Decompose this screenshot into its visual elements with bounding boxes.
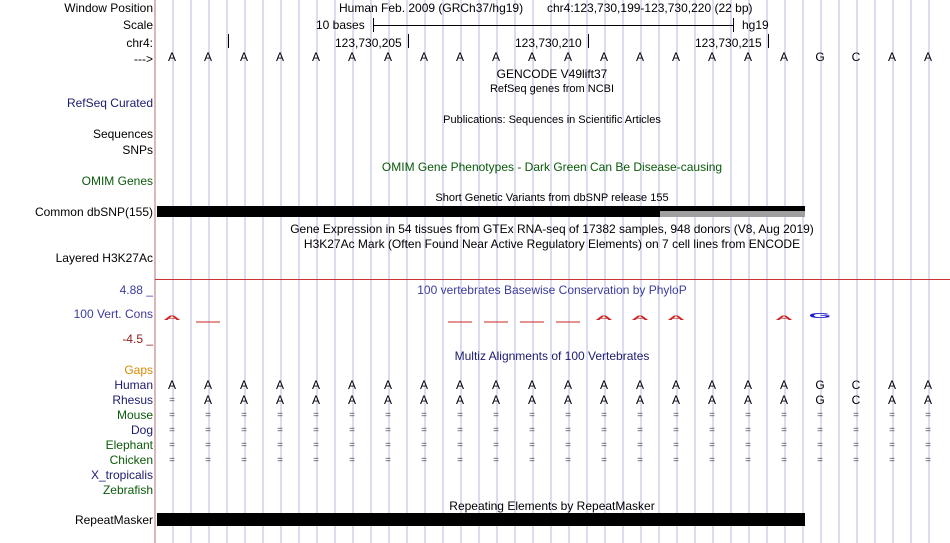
sequence-base: A xyxy=(599,50,608,64)
alignment-base: = xyxy=(817,440,823,451)
alignment-base: A xyxy=(707,378,716,392)
ruler-tick xyxy=(588,34,589,48)
alignment-base: = xyxy=(457,410,463,421)
alignment-base: A xyxy=(491,393,500,407)
alignment-base: = xyxy=(637,410,643,421)
scale-bar-right-tick xyxy=(733,18,734,32)
alignment-base: A xyxy=(599,393,608,407)
alignment-base: A xyxy=(419,393,428,407)
alignment-base: G xyxy=(815,393,825,407)
alignment-base: = xyxy=(277,425,283,436)
sequence-base: A xyxy=(275,50,284,64)
phylop-title[interactable]: 100 vertebrates Basewise Conservation by PhyloP xyxy=(417,283,687,297)
alignment-base: = xyxy=(205,440,211,451)
alignment-base: = xyxy=(493,425,499,436)
sequence-base: A xyxy=(203,50,212,64)
alignment-base: A xyxy=(347,393,356,407)
track-divider xyxy=(155,279,950,280)
alignment-base: A xyxy=(527,378,536,392)
alignment-base: = xyxy=(601,410,607,421)
omim-label[interactable]: OMIM Genes xyxy=(81,174,153,188)
alignment-base: = xyxy=(529,455,535,466)
scale-bar-left-tick xyxy=(373,18,374,32)
h3k27-label[interactable]: Layered H3K27Ac xyxy=(55,251,153,265)
alignment-base: = xyxy=(313,440,319,451)
alignment-base: A xyxy=(887,393,896,407)
alignment-base: = xyxy=(781,410,787,421)
alignment-base: = xyxy=(313,425,319,436)
alignment-base: = xyxy=(349,410,355,421)
alignment-base: = xyxy=(169,440,175,451)
sequence-base: A xyxy=(419,50,428,64)
alignment-base: A xyxy=(275,393,284,407)
alignment-base: G xyxy=(815,378,825,392)
alignment-base: = xyxy=(565,425,571,436)
sequences-label[interactable]: Sequences xyxy=(92,127,153,141)
alignment-base: A xyxy=(707,393,716,407)
alignment-base: A xyxy=(419,378,428,392)
alignment-base: = xyxy=(781,425,787,436)
alignment-base: = xyxy=(709,455,715,466)
sequence-base: A xyxy=(563,50,572,64)
alignment-base: = xyxy=(457,425,463,436)
alignment-base: A xyxy=(779,393,788,407)
alignment-base: = xyxy=(241,455,247,466)
sequence-base: G xyxy=(815,50,825,64)
gencode-title[interactable]: GENCODE V49lift37 xyxy=(496,67,608,81)
alignment-base: A xyxy=(779,378,788,392)
alignment-base: = xyxy=(565,455,571,466)
alignment-base: = xyxy=(745,410,751,421)
sequence-base: A xyxy=(887,50,896,64)
alignment-base: = xyxy=(529,425,535,436)
species-label[interactable]: Zebrafish xyxy=(102,483,153,497)
alignment-base: = xyxy=(889,440,895,451)
alignment-base: = xyxy=(709,440,715,451)
alignment-base: = xyxy=(853,440,859,451)
sequence-base: A xyxy=(671,50,680,64)
alignment-base: = xyxy=(169,410,175,421)
alignment-base: = xyxy=(925,440,931,451)
chrom-label: chr4: xyxy=(126,36,153,50)
alignment-base: C xyxy=(851,393,861,407)
alignment-base: = xyxy=(385,440,391,451)
alignment-base: = xyxy=(709,425,715,436)
scale-label: Scale xyxy=(122,18,153,32)
alignment-base: A xyxy=(203,378,212,392)
alignment-base: = xyxy=(889,425,895,436)
ruler-tick xyxy=(768,34,769,48)
gtex-title[interactable]: Gene Expression in 54 tissues from GTEx RNA-seq of 17382 samples, 948 donors (V8, Aug 2019) xyxy=(290,222,814,236)
alignment-base: = xyxy=(385,425,391,436)
alignment-base: = xyxy=(673,410,679,421)
conservation-glyph: A xyxy=(595,314,613,322)
alignment-base: A xyxy=(239,393,248,407)
alignment-base: = xyxy=(385,410,391,421)
alignment-base: = xyxy=(241,425,247,436)
alignment-base: = xyxy=(529,440,535,451)
alignment-base: = xyxy=(421,455,427,466)
alignment-base: = xyxy=(565,440,571,451)
h3k27-title[interactable]: H3K27Ac Mark (Often Found Near Active Regulatory Elements) on 7 cell lines from ENCODE xyxy=(303,237,801,251)
species-label[interactable]: Elephant xyxy=(105,438,153,452)
ruler-tick-label: 123,730,215 xyxy=(695,36,762,50)
alignment-base: A xyxy=(923,378,932,392)
alignment-base: A xyxy=(383,378,392,392)
conservation-plot[interactable] xyxy=(0,312,950,332)
alignment-base: = xyxy=(781,440,787,451)
species-label[interactable]: Rhesus xyxy=(112,393,153,407)
alignment-base: = xyxy=(313,410,319,421)
alignment-base: = xyxy=(709,410,715,421)
alignment-base: = xyxy=(421,410,427,421)
alignment-base: A xyxy=(743,393,752,407)
omim-title[interactable]: OMIM Gene Phenotypes - Dark Green Can Be Disease-causing xyxy=(381,160,723,174)
alignment-base: = xyxy=(637,440,643,451)
conservation-glyph: A xyxy=(163,314,181,322)
alignment-base: = xyxy=(853,425,859,436)
alignment-base: A xyxy=(563,393,572,407)
alignment-base: = xyxy=(889,455,895,466)
species-label[interactable]: Human xyxy=(114,378,153,392)
alignment-base: = xyxy=(277,440,283,451)
refseq-title[interactable]: RefSeq genes from NCBI xyxy=(489,83,615,95)
sequence-base: A xyxy=(923,50,932,64)
snps-label[interactable]: SNPs xyxy=(122,143,153,157)
alignment-base: A xyxy=(923,393,932,407)
alignment-base: = xyxy=(853,410,859,421)
alignment-base: A xyxy=(311,378,320,392)
alignment-base: = xyxy=(601,440,607,451)
alignment-base: A xyxy=(491,378,500,392)
alignment-base: = xyxy=(601,455,607,466)
alignment-base: A xyxy=(671,393,680,407)
scale-text: 10 bases xyxy=(316,18,365,32)
alignment-base: = xyxy=(925,410,931,421)
alignment-base: = xyxy=(817,410,823,421)
alignment-base: = xyxy=(673,455,679,466)
species-label[interactable]: Dog xyxy=(130,423,153,437)
alignment-base: = xyxy=(889,410,895,421)
alignment-base: A xyxy=(239,378,248,392)
alignment-base: = xyxy=(205,425,211,436)
alignment-base: = xyxy=(205,455,211,466)
alignment-base: = xyxy=(421,425,427,436)
alignment-base: = xyxy=(385,455,391,466)
alignment-base: A xyxy=(887,378,896,392)
sequence-base: A xyxy=(491,50,500,64)
alignment-base: = xyxy=(601,425,607,436)
alignment-base: A xyxy=(635,378,644,392)
alignment-base: = xyxy=(205,410,211,421)
sequence-base: A xyxy=(455,50,464,64)
ruler-tick-label: 123,730,210 xyxy=(515,36,582,50)
alignment-base: A xyxy=(527,393,536,407)
alignment-base: A xyxy=(347,378,356,392)
db-text: hg19 xyxy=(742,18,769,32)
alignment-base: A xyxy=(671,378,680,392)
alignment-base: A xyxy=(599,378,608,392)
position-text[interactable]: chr4:123,730,199-123,730,220 (22 bp) xyxy=(547,1,753,15)
sequence-base: A xyxy=(239,50,248,64)
scale-bar xyxy=(373,25,733,26)
alignment-base: A xyxy=(275,378,284,392)
alignment-base: = xyxy=(277,410,283,421)
alignment-base: = xyxy=(349,440,355,451)
alignment-base: = xyxy=(637,455,643,466)
alignment-base: A xyxy=(455,393,464,407)
sequence-base: A xyxy=(743,50,752,64)
alignment-base: = xyxy=(745,425,751,436)
conservation-glyph: A xyxy=(667,314,685,322)
sequence-base: A xyxy=(707,50,716,64)
alignment-base: = xyxy=(421,440,427,451)
alignment-base: C xyxy=(851,378,861,392)
ruler-tick-label: 123,730,205 xyxy=(335,36,402,50)
alignment-base: = xyxy=(817,425,823,436)
alignment-base: = xyxy=(565,410,571,421)
conservation-glyph: G xyxy=(808,312,832,320)
alignment-base: A xyxy=(311,393,320,407)
alignment-base: = xyxy=(241,410,247,421)
alignment-base: = xyxy=(349,455,355,466)
alignment-base: A xyxy=(455,378,464,392)
ruler-tick xyxy=(228,34,229,48)
sequence-base: A xyxy=(527,50,536,64)
alignment-base: = xyxy=(745,455,751,466)
alignment-base: = xyxy=(925,455,931,466)
sequence-base: A xyxy=(347,50,356,64)
sequence-base: A xyxy=(635,50,644,64)
alignment-base: = xyxy=(673,425,679,436)
assembly-text[interactable]: Human Feb. 2009 (GRCh37/hg19) xyxy=(339,1,524,15)
conservation-glyph: A xyxy=(775,314,793,322)
multiz-title[interactable]: Multiz Alignments of 100 Vertebrates xyxy=(454,349,650,363)
cons-label[interactable]: 100 Vert. Cons xyxy=(73,307,153,321)
alignment-base: = xyxy=(169,425,175,436)
alignment-base: A xyxy=(203,393,212,407)
sequence-base: A xyxy=(311,50,320,64)
sequence-base: C xyxy=(851,50,861,64)
alignment-base: = xyxy=(853,455,859,466)
alignment-base: = xyxy=(817,455,823,466)
repeat-label[interactable]: RepeatMasker xyxy=(74,513,153,527)
alignment-base: A xyxy=(383,393,392,407)
alignment-base: A xyxy=(743,378,752,392)
strand-label: ---> xyxy=(134,52,153,66)
alignment-base: = xyxy=(673,440,679,451)
sequence-base: A xyxy=(383,50,392,64)
alignment-base: = xyxy=(529,410,535,421)
dbsnp-feature-gray-segment xyxy=(660,211,805,217)
conservation-glyph: A xyxy=(631,314,649,322)
alignment-base: = xyxy=(277,455,283,466)
window-position-label: Window Position xyxy=(64,1,153,15)
alignment-base: = xyxy=(745,440,751,451)
ruler-tick xyxy=(408,34,409,48)
sequence-base: A xyxy=(779,50,788,64)
alignment-base: = xyxy=(457,440,463,451)
alignment-base: A xyxy=(167,378,176,392)
alignment-base: = xyxy=(637,425,643,436)
alignment-base: = xyxy=(169,395,175,406)
dbsnp-label[interactable]: Common dbSNP(155) xyxy=(34,205,153,219)
alignment-base: = xyxy=(241,440,247,451)
species-label[interactable]: Chicken xyxy=(109,453,153,467)
repeatmasker-feature-bar[interactable] xyxy=(157,513,805,526)
alignment-base: = xyxy=(493,410,499,421)
species-label[interactable]: X_tropicalis xyxy=(90,468,153,482)
refseq-label[interactable]: RefSeq Curated xyxy=(66,96,153,110)
alignment-base: A xyxy=(563,378,572,392)
repeat-title[interactable]: Repeating Elements by RepeatMasker xyxy=(449,499,655,513)
alignment-base: = xyxy=(349,425,355,436)
phylop-max-label: 4.88 _ xyxy=(119,283,153,297)
gaps-label[interactable]: Gaps xyxy=(124,363,153,377)
alignment-base: = xyxy=(169,455,175,466)
species-label[interactable]: Mouse xyxy=(116,408,153,422)
sequence-base: A xyxy=(167,50,176,64)
phylop-min-label: -4.5 _ xyxy=(122,332,153,346)
alignment-base: = xyxy=(925,425,931,436)
alignment-base: = xyxy=(313,455,319,466)
dbsnp-title[interactable]: Short Genetic Variants from dbSNP release 155 xyxy=(435,192,669,204)
alignment-base: = xyxy=(493,455,499,466)
alignment-base: = xyxy=(457,455,463,466)
alignment-base: = xyxy=(781,455,787,466)
alignment-base: = xyxy=(493,440,499,451)
pubs-title[interactable]: Publications: Sequences in Scientific Articles xyxy=(443,114,661,126)
alignment-base: A xyxy=(635,393,644,407)
